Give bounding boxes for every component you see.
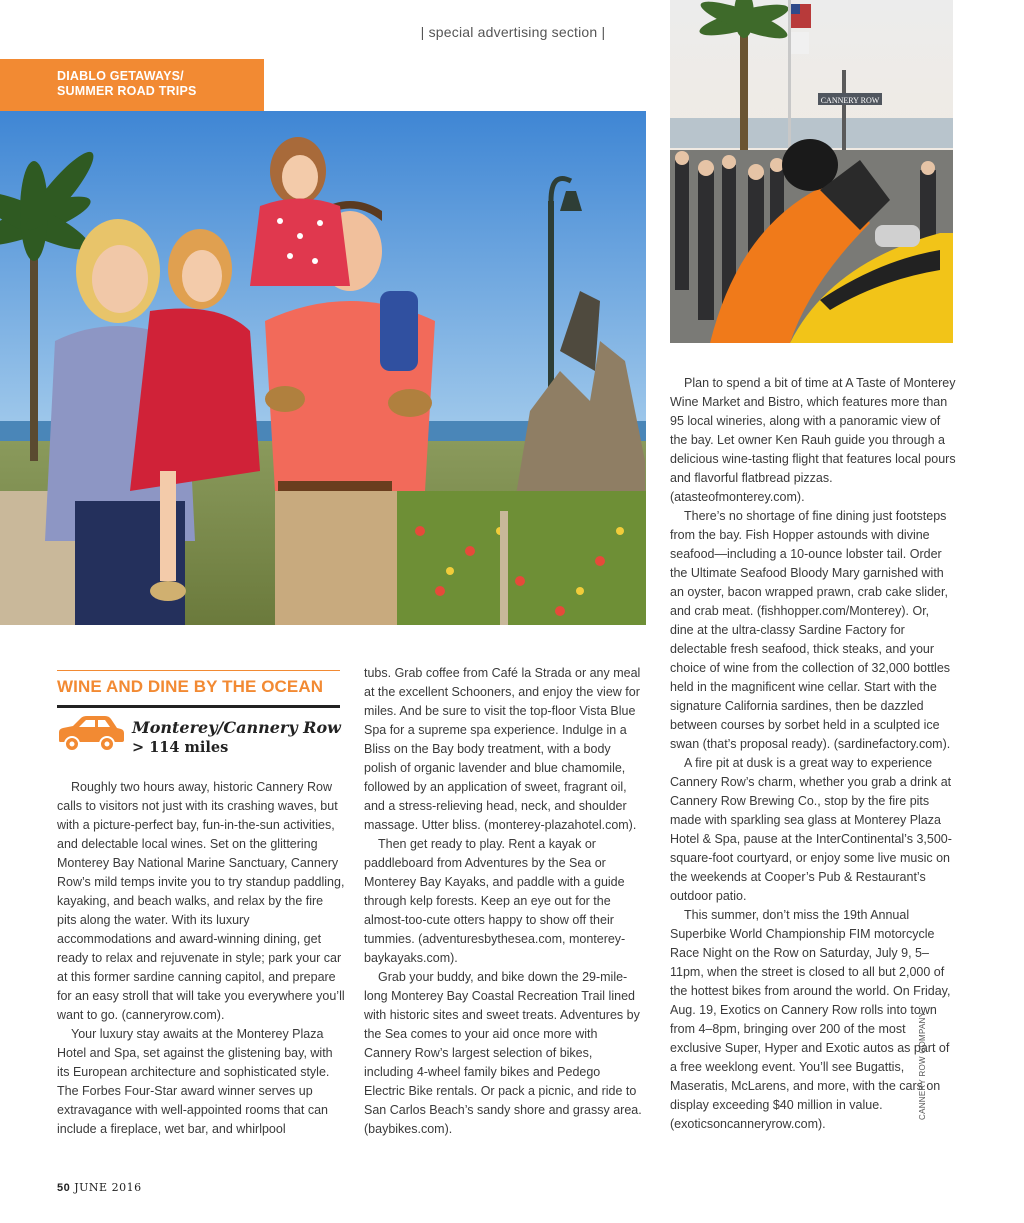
street-sign-text: CANNERY ROW [820, 96, 880, 105]
car-icon [55, 714, 125, 754]
paragraph: Plan to spend a bit of time at A Taste of Monterey Wine Market and Bistro, which features more than 95 local wineries, along with a panoramic view of the bay. Let owner Ken Rauh guide you through a delicious wine-tasting flight that features local pours and flavorful flatbread pizzas. (atasteofmonterey.com). [670, 376, 956, 504]
headline-rule [57, 670, 340, 671]
section-label: | special advertising section | [420, 24, 606, 40]
body-column-3 [670, 374, 956, 1134]
department-tab [0, 59, 264, 111]
paragraph: Grab your buddy, and bike down the 29-mile-long Monterey Bay Coastal Recreation Trail lined with historic sites and sweet treats. Adventures by the Sea comes to your aid once more with Cannery Row’s largest selection of bikes, including 4-wheel family bikes and Pedego Electric Bike rentals. Or pack a picnic, and ride to San Carlos Beach’s sandy shore and grassy area. (baybikes.com). [364, 970, 642, 1136]
paragraph: There’s no shortage of fine dining just footsteps from the bay. Fish Hopper astounds with divine seafood—including a 10-ounce lobster tail. Order the Ultimate Seafood Bloody Mary garnished with an oyster, bacon wrapped prawn, crab cake slider, and crab meat. (fishhopper.com/Monterey). Or, dine at the ultra-classy Sardine Factory for delectable fresh seafood, thick steaks, and your choice of wine from the collection of 32,000 bottles held in the magnificent wine cellar. Start with the signature California sardines, then be dazzled between courses by sorbet held in a sculpted ice swan (that’s proposal ready). (sardinefactory.com). [670, 509, 951, 751]
page-folio [57, 1181, 142, 1194]
headline-divider [57, 705, 340, 708]
body-column-1 [57, 778, 346, 1139]
paragraph: This summer, don’t miss the 19th Annual Superbike World Championship FIM motorcycle Race Night on the Row on Saturday, July 9, 5–11pm, when the street is closed to all but 2,000 of the hottest bikes from around the world. On Friday, Aug. 19, Exotics on Cannery Row rolls into town from 4–8pm, bringing over 200 of the most exclusive Super, Hyper and Exotic autos as part of a free weeklong event. You’ll see Bugattis, Maseratis, McLarens, and more, with the cars on display exceeding $40 million in value. (exoticsoncanneryrow.com). [670, 908, 951, 1131]
photo-credit: CANNERY ROW COMPANY [918, 1011, 927, 1120]
paragraph: Your luxury stay awaits at the Monterey Plaza Hotel and Spa, set against the glistening bay, with its European architecture and sophisticated style. The Forbes Four-Star award winner serves up extravagance with well-appointed rooms that can include a fireplace, wet bar, and whirlpool [57, 1027, 333, 1136]
page-number: 50 [57, 1182, 71, 1194]
paragraph: tubs. Grab coffee from Café la Strada or any meal at the excellent Schooners, and enjoy the view for miles. And be sure to visit the top-floor Vista Blue Spa for a supreme spa experience. Indulge in a Bliss on the Bay body treatment, with a body polish of organic lavender and blue chamomile, followed by an application of sweet, fragrant oil, and a stress-relieving head, neck, and shoulder massage. Utter bliss. (monterey-plazahotel.com). [364, 666, 641, 832]
body-column-2 [364, 664, 644, 1139]
paragraph: Then get ready to play. Rent a kayak or paddleboard from Adventures by the Sea or Monterey Bay Kayaks, and paddle with a guide through kelp forests. Keep an eye out for the almost-too-cute otters happy to show off their tummies. (adventuresbythesea.com, monterey-baykayaks.com). [364, 837, 626, 965]
paragraph: Roughly two hours away, historic Cannery Row calls to visitors not just with its crashing waves, but with a picture-perfect bay, fun-in-the-sun activities, and delectable local wines. Set on the glittering Monterey Bay National Marine Sanctuary, Cannery Row’s mild temps invite you to try standup paddling, kayaking, and beach walks, and relax by the fire pits along the water. With its luxury accommodations and award-winning dining, get ready to relax and rejuvenate in style; park your car at this former sardine canning capitol, and prepare for an easy stroll that will take you everywhere you’ll want to go. (canneryrow.com). [57, 780, 345, 1022]
department-label-line2: SUMMER ROAD TRIPS [57, 84, 197, 98]
paragraph: A fire pit at dusk is a great way to experience Cannery Row’s charm, whether you grab a drink at Cannery Row Brewing Co., stop by the fire pits made with sparkling sea glass at Monterey Plaza Hotel & Spa, pause at the InterContinental’s 3,500-square-foot courtyard, or enjoy some live music on the weekends at Cooper’s Pub & Restaurant’s outdoor patio. [670, 756, 952, 903]
family-photo [0, 111, 646, 625]
issue-date: JUNE 2016 [74, 1181, 142, 1194]
motorcycle-photo [670, 0, 953, 343]
destination-distance: > 114 miles [132, 739, 229, 756]
department-label-line1: DIABLO GETAWAYS/ [57, 69, 184, 83]
article-headline: WINE AND DINE BY THE OCEAN [57, 677, 324, 696]
destination-name: Monterey/Cannery Row [132, 718, 341, 737]
